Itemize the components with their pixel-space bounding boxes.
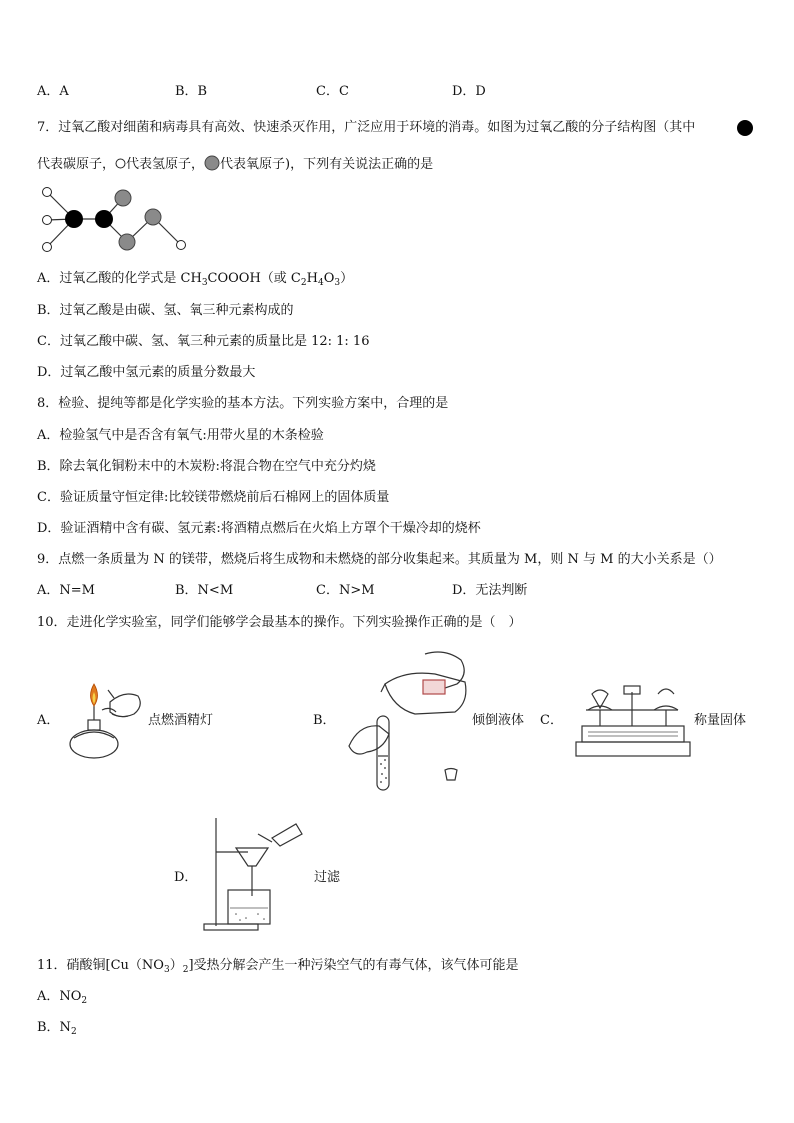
q9-option-c[interactable]: C．N>M xyxy=(316,583,375,598)
q8-option-b[interactable]: B．除去氧化铜粉末中的木炭粉:将混合物在空气中充分灼烧 xyxy=(37,459,376,474)
q7-a-sub: 4 xyxy=(317,278,324,288)
q7-option-c[interactable]: C．过氧乙酸中碳、氢、氧三种元素的质量比是 12: 1: 16 xyxy=(37,334,370,349)
q10-option-b[interactable]: B． xyxy=(313,713,336,728)
q6-option-c[interactable]: C．C xyxy=(316,84,349,99)
hydrogen-atom xyxy=(43,188,52,197)
q11-stem-text: 11．硝酸铜[Cu（NO xyxy=(37,958,164,973)
carbon-atom xyxy=(65,210,83,228)
q7-option-b[interactable]: B．过氧乙酸是由碳、氢、氧三种元素构成的 xyxy=(37,303,294,318)
q6-option-b[interactable]: B．B xyxy=(175,84,208,99)
q11-b-sub: 2 xyxy=(70,1027,77,1037)
q10-option-a-label: 点燃酒精灯 xyxy=(148,713,214,728)
q11-stem-text: ]受热分解会产生一种污染空气的有毒气体，该气体可能是 xyxy=(188,958,519,973)
q7-a-sub: 3 xyxy=(334,278,341,288)
q11-option-b[interactable] xyxy=(37,1019,77,1037)
q11-a-sub: 2 xyxy=(81,996,88,1006)
q7-stem-line2-part3: 代表氧原子)，下列有关说法正确的是 xyxy=(220,157,434,172)
q7-a-text: O xyxy=(323,271,335,286)
q7-a-text: H xyxy=(306,271,318,286)
q11-b-text: B．N xyxy=(37,1020,71,1035)
q7-a-text: ） xyxy=(340,271,354,286)
q9-stem: 9．点燃一条质量为 N 的镁带，燃烧后将生成物和未燃烧的部分收集起来。其质量为 M，则 N 与 M 的大小关系是（） xyxy=(37,552,722,567)
q11-a-text: A．NO xyxy=(37,989,82,1004)
carbon-atom xyxy=(95,210,113,228)
q6-option-a[interactable]: A．A xyxy=(37,84,69,99)
filtration-setup-figure xyxy=(202,814,310,932)
q7-stem-line2-part2: 代表氢原子， xyxy=(126,157,205,172)
q10-option-c-label: 称量固体 xyxy=(694,713,747,728)
q7-a-sub: 2 xyxy=(300,278,307,288)
peracetic-acid-molecule-figure xyxy=(38,184,194,254)
hydrogen-atom xyxy=(43,216,52,225)
q10-option-d[interactable]: D． xyxy=(174,870,198,885)
q11-option-a[interactable] xyxy=(37,988,87,1006)
q10-option-b-label: 倾倒液体 xyxy=(472,713,525,728)
q8-option-d[interactable]: D．验证酒精中含有碳、氢元素:将酒精点燃后在火焰上方罩个干燥冷却的烧杯 xyxy=(37,521,481,536)
q9-option-b[interactable]: B．N<M xyxy=(175,583,234,598)
q8-option-c[interactable]: C．验证质量守恒定律:比较镁带燃烧前后石棉网上的固体质量 xyxy=(37,490,390,505)
hydrogen-atom xyxy=(43,243,52,252)
q7-a-text: A．过氧乙酸的化学式是 CH xyxy=(37,271,202,286)
q11-stem-sub: 3 xyxy=(163,965,170,975)
q10-option-d-label: 过滤 xyxy=(314,870,341,885)
balance-weighing-figure xyxy=(574,680,692,758)
alcohol-lamp-lighting-figure xyxy=(64,676,146,764)
q7-stem-line2-part1: 代表碳原子， xyxy=(37,157,116,172)
q8-option-a[interactable]: A．检验氢气中是否含有氧气:用带火星的木条检验 xyxy=(37,428,324,443)
oxygen-atom-legend-icon xyxy=(204,155,220,171)
pouring-liquid-figure xyxy=(345,646,469,794)
q11-stem-text: ） xyxy=(169,958,183,973)
q11-stem xyxy=(37,957,519,975)
q7-stem-line1: 7．过氧乙酸对细菌和病毒具有高效、快速杀灭作用，广泛应用于环境的消毒。如图为过氧乙酸的分子结构图（其中 xyxy=(37,120,696,135)
oxygen-atom xyxy=(145,209,161,225)
oxygen-atom xyxy=(115,190,131,206)
q9-option-d[interactable]: D．无法判断 xyxy=(452,583,528,598)
q9-option-a[interactable]: A．N=M xyxy=(37,583,95,598)
q11-stem-sub: 2 xyxy=(182,965,189,975)
hydrogen-atom-legend-icon xyxy=(115,158,126,169)
q7-a-text: COOOH（或 C xyxy=(207,271,301,286)
q7-option-d[interactable]: D．过氧乙酸中氢元素的质量分数最大 xyxy=(37,365,256,380)
q8-stem: 8．检验、提纯等都是化学实验的基本方法。下列实验方案中，合理的是 xyxy=(37,396,449,411)
oxygen-atom xyxy=(119,234,135,250)
q10-option-a[interactable]: A． xyxy=(37,713,60,728)
q7-stem-line2 xyxy=(37,155,433,174)
q6-option-d[interactable]: D．D xyxy=(452,84,486,99)
q7-option-a[interactable] xyxy=(37,270,353,288)
hydrogen-atom xyxy=(177,241,186,250)
carbon-atom-legend-icon xyxy=(736,119,754,137)
q7-a-sub: 3 xyxy=(201,278,208,288)
q10-option-c[interactable]: C． xyxy=(540,713,563,728)
q10-stem: 10．走进化学实验室，同学们能够学会最基本的操作。下列实验操作正确的是（ ） xyxy=(37,615,522,630)
